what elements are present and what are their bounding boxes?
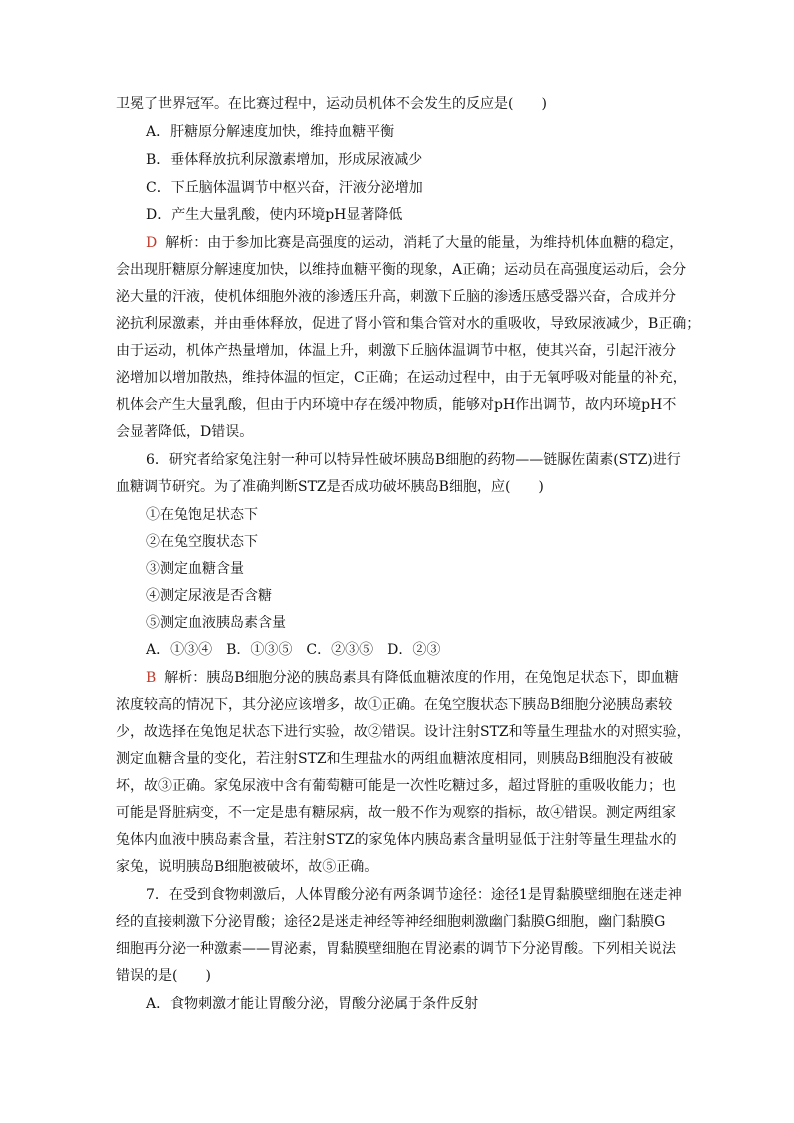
q7-stem: 7．在受到食物刺激后，人体胃酸分泌有两条调节途径：途径1是胃黏膜壁细胞在迷走神 — [146, 887, 682, 903]
q7-option-a: A．食物刺激才能让胃酸分泌，胃酸分泌属于条件反射 — [146, 996, 479, 1012]
q6-item: ②在兔空腹状态下 — [146, 534, 258, 550]
q6-item: ③测定血糖含量 — [146, 561, 244, 577]
q7-stem: 细胞再分泌一种激素——胃泌素，胃黏膜壁细胞在胃泌素的调节下分泌胃酸。下列相关说法 — [116, 941, 676, 957]
q5-analysis-line: 由于运动，机体产热量增加，体温上升，刺激下丘脑体温调节中枢，使其兴奋，引起汗液分 — [116, 343, 676, 359]
q6-analysis-line: 家兔，说明胰岛B细胞被破坏，故⑤正确。 — [116, 859, 379, 875]
q5-analysis-line: 机体会产生大量乳酸，但由于内环境中存在缓冲物质，能够对pH作出调节，故内环境pH不 — [116, 397, 677, 413]
q5-option-a: A．肝糖原分解速度加快，维持血糖平衡 — [146, 124, 395, 140]
q6-item: ④测定尿液是否含糖 — [146, 588, 272, 604]
q6-analysis-text: 解析：胰岛B细胞分泌的胰岛素具有降低血糖浓度的作用，在兔饱足状态下，即血糖 — [164, 670, 679, 686]
q5-option-b: B．垂体释放抗利尿激素增加，形成尿液减少 — [146, 152, 423, 168]
q5-analysis-line — [146, 233, 683, 253]
q5-analysis-line: 泌大量的汗液，使机体细胞外液的渗透压升高，刺激下丘脑的渗透压感受器兴奋，合成并分 — [116, 289, 676, 305]
q6-analysis-line: 坏，故③正确。家兔尿液中含有葡萄糖可能是一次性吃糖过多，超过肾脏的重吸收能力；也 — [116, 778, 676, 794]
q7-stem: 经的直接刺激下分泌胃酸；途径2是迷走神经等神经细胞刺激幽门黏膜G细胞，幽门黏膜G — [116, 914, 666, 930]
q7-stem: 错误的是( ) — [116, 968, 211, 984]
q5-stem: 卫冕了世界冠军。在比赛过程中，运动员机体不会发生的反应是( ) — [116, 96, 547, 112]
q6-stem: 6．研究者给家兔注射一种可以特异性破坏胰岛B细胞的药物——链脲佐菌素(STZ)进行 — [146, 452, 681, 468]
q6-item: ①在兔饱足状态下 — [146, 507, 258, 523]
q6-analysis-line: 测定血糖含量的变化，若注射STZ和生理盐水的两组血糖浓度相同，则胰岛B细胞没有被破 — [116, 751, 673, 767]
q6-analysis-line: 可能是肾脏病变，不一定是患有糖尿病，故一般不作为观察的指标，故④错误。测定两组家 — [116, 805, 676, 821]
q5-analysis-line: 泌增加以增加散热，维持体温的恒定，C正确；在运动过程中，由于无氧呼吸对能量的补充， — [116, 370, 687, 386]
q5-answer: D — [146, 235, 158, 251]
q6-item: ⑤测定血液胰岛素含量 — [146, 615, 286, 631]
q6-analysis-line: 少，故选择在兔饱足状态下进行实验，故②错误。设计注射STZ和等量生理盐水的对照实验， — [116, 724, 691, 740]
q5-analysis-line: 会显著降低，D错误。 — [116, 424, 254, 440]
q6-analysis-line: 浓度较高的情况下，其分泌应该增多，故①正确。在兔空腹状态下胰岛B细胞分泌胰岛素较 — [116, 697, 673, 713]
q6-analysis-line — [146, 668, 679, 688]
q5-analysis-text: 解析：由于参加比赛是高强度的运动，消耗了大量的能量，为维持机体血糖的稳定， — [165, 235, 684, 251]
q5-analysis-line: 会出现肝糖原分解速度加快，以维持血糖平衡的现象，A正确；运动员在高强度运动后，会分 — [116, 262, 687, 278]
q5-option-c: C．下丘脑体温调节中枢兴奋，汗液分泌增加 — [146, 180, 423, 196]
q6-answer: B — [146, 670, 157, 686]
q6-analysis-line: 兔体内血液中胰岛素含量，若注射STZ的家兔体内胰岛素含量明显低于注射等量生理盐水的 — [116, 832, 677, 848]
q5-analysis-line: 泌抗利尿激素，并由垂体释放，促进了肾小管和集合管对水的重吸收，导致尿液减少，B正确； — [116, 316, 701, 332]
q6-options: A．①③④ B．①③⑤ C．②③⑤ D．②③ — [146, 642, 441, 658]
q6-stem: 血糖调节研究。为了准确判断STZ是否成功破坏胰岛B细胞，应( ) — [116, 479, 544, 495]
q5-option-d: D．产生大量乳酸，使内环境pH显著降低 — [146, 207, 403, 223]
